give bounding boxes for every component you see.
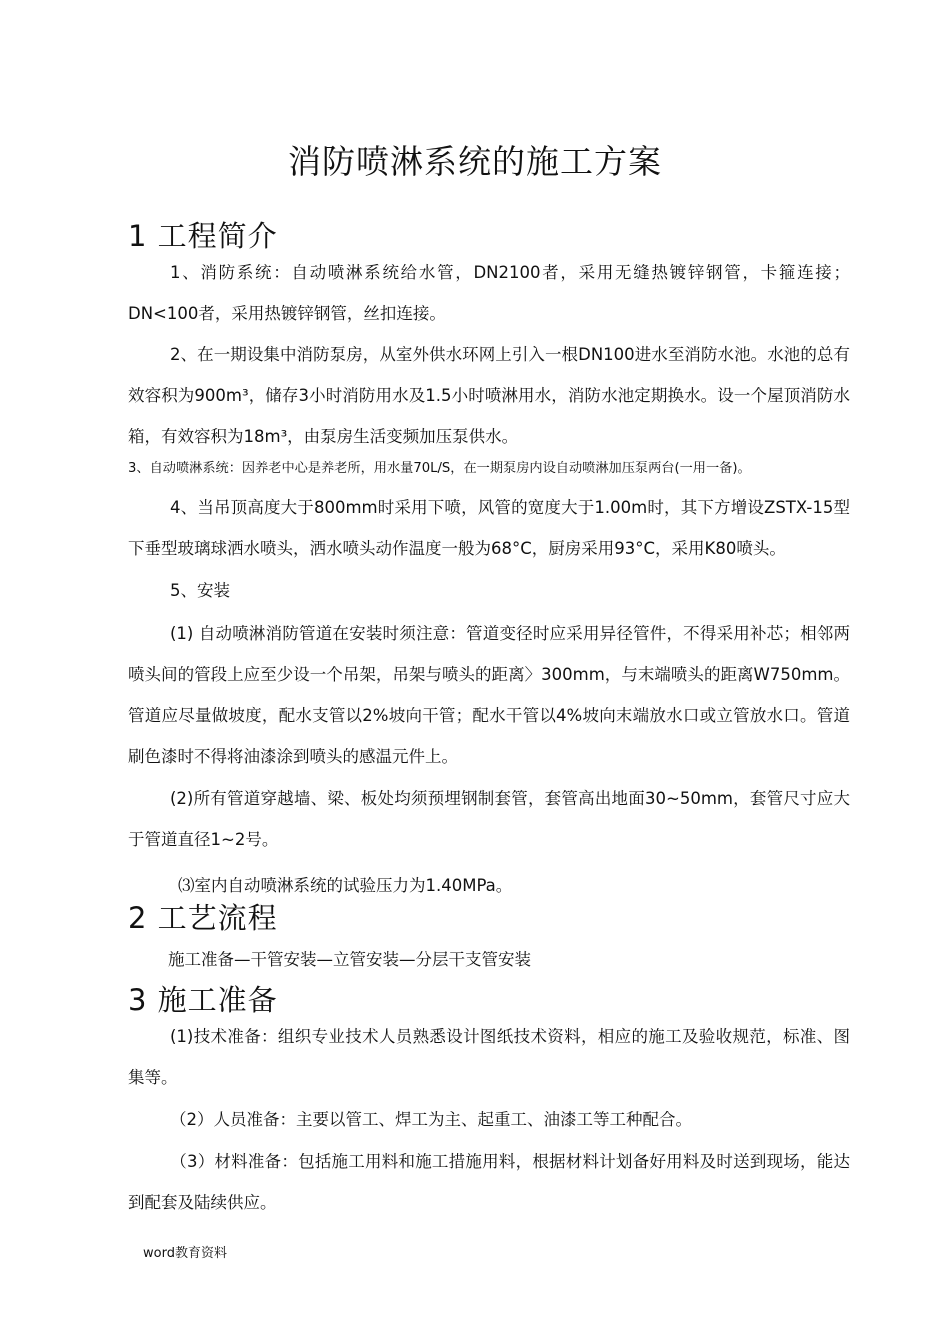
section-heading-preparation: 3 施工准备 bbox=[128, 983, 278, 1017]
paragraph-text: （3）材料准备：包括施工用料和施工措施用料，根据材料计划备好用料及时送到现场，能达到配套及陆续供应。 bbox=[128, 1152, 850, 1212]
paragraph-text: 施工准备—干管安装—立管安装—分层干支管安装 bbox=[168, 950, 531, 969]
paragraph bbox=[128, 613, 850, 777]
section-heading-overview: 1 工程简介 bbox=[128, 219, 278, 253]
paragraph bbox=[128, 1141, 850, 1223]
paragraph bbox=[128, 487, 850, 569]
paragraph bbox=[128, 459, 850, 479]
paragraph-text: ⑶室内自动喷淋系统的试验压力为1.40MPa。 bbox=[178, 876, 513, 895]
paragraph-text: 5、安装 bbox=[170, 581, 230, 600]
paragraph bbox=[128, 252, 850, 334]
document-title: 消防喷淋系统的施工方案 bbox=[288, 142, 662, 181]
paragraph-text: (2)所有管道穿越墙、梁、板处均须预埋钢制套管，套管高出地面30~50mm，套管尺寸应大于管道直径1~2号。 bbox=[128, 789, 850, 849]
paragraph-text: (1) 自动喷淋消防管道在安装时须注意：管道变径时应采用异径管件，不得采用补芯；相邻两喷头间的管段上应至少设一个吊架，吊架与喷头的距离〉300mm，与末端喷头的距离W750mm。管道应尽量做坡度，配水支管以2%坡向干管；配水干管以4%坡向末端放水口或立管放水口。管道刷色漆时不得将油漆涂到喷头的感温元件上。 bbox=[128, 624, 850, 766]
paragraph-text: 2、在一期设集中消防泵房，从室外供水环网上引入一根DN100进水至消防水池。水池的总有效容积为900m³，储存3小时消防用水及1.5小时喷淋用水，消防水池定期换水。设一个屋顶消防水箱，有效容积为18m³，由泵房生活变频加压泵供水。 bbox=[128, 345, 850, 446]
paragraph-text: 4、当吊顶高度大于800mm时采用下喷，风管的宽度大于1.00m时，其下方增设ZSTX-15型下垂型玻璃球洒水喷头，洒水喷头动作温度一般为68°C，厨房采用93°C，采用K80喷头。 bbox=[128, 498, 850, 558]
paragraph bbox=[128, 570, 850, 611]
paragraph-text: (1)技术准备：组织专业技术人员熟悉设计图纸技术资料，相应的施工及验收规范，标准、图集等。 bbox=[128, 1027, 850, 1087]
paragraph bbox=[128, 1099, 850, 1140]
paragraph bbox=[128, 334, 850, 457]
paragraph-text: 1、消防系统：自动喷淋系统给水管，DN2100者，采用无缝热镀锌钢管，卡箍连接；DN<100者，采用热镀锌钢管，丝扣连接。 bbox=[128, 263, 850, 323]
paragraph bbox=[128, 778, 850, 860]
section-heading-process: 2 工艺流程 bbox=[128, 901, 278, 935]
paragraph bbox=[128, 1016, 850, 1098]
paragraph-text: 3、自动喷淋系统：因养老中心是养老所，用水量70L/S，在一期泵房内设自动喷淋加压泵两台(一用一备)。 bbox=[128, 461, 751, 476]
footer-note: word教育资料 bbox=[143, 1246, 227, 1261]
paragraph-text: （2）人员准备：主要以管工、焊工为主、起重工、油漆工等工种配合。 bbox=[170, 1110, 692, 1129]
